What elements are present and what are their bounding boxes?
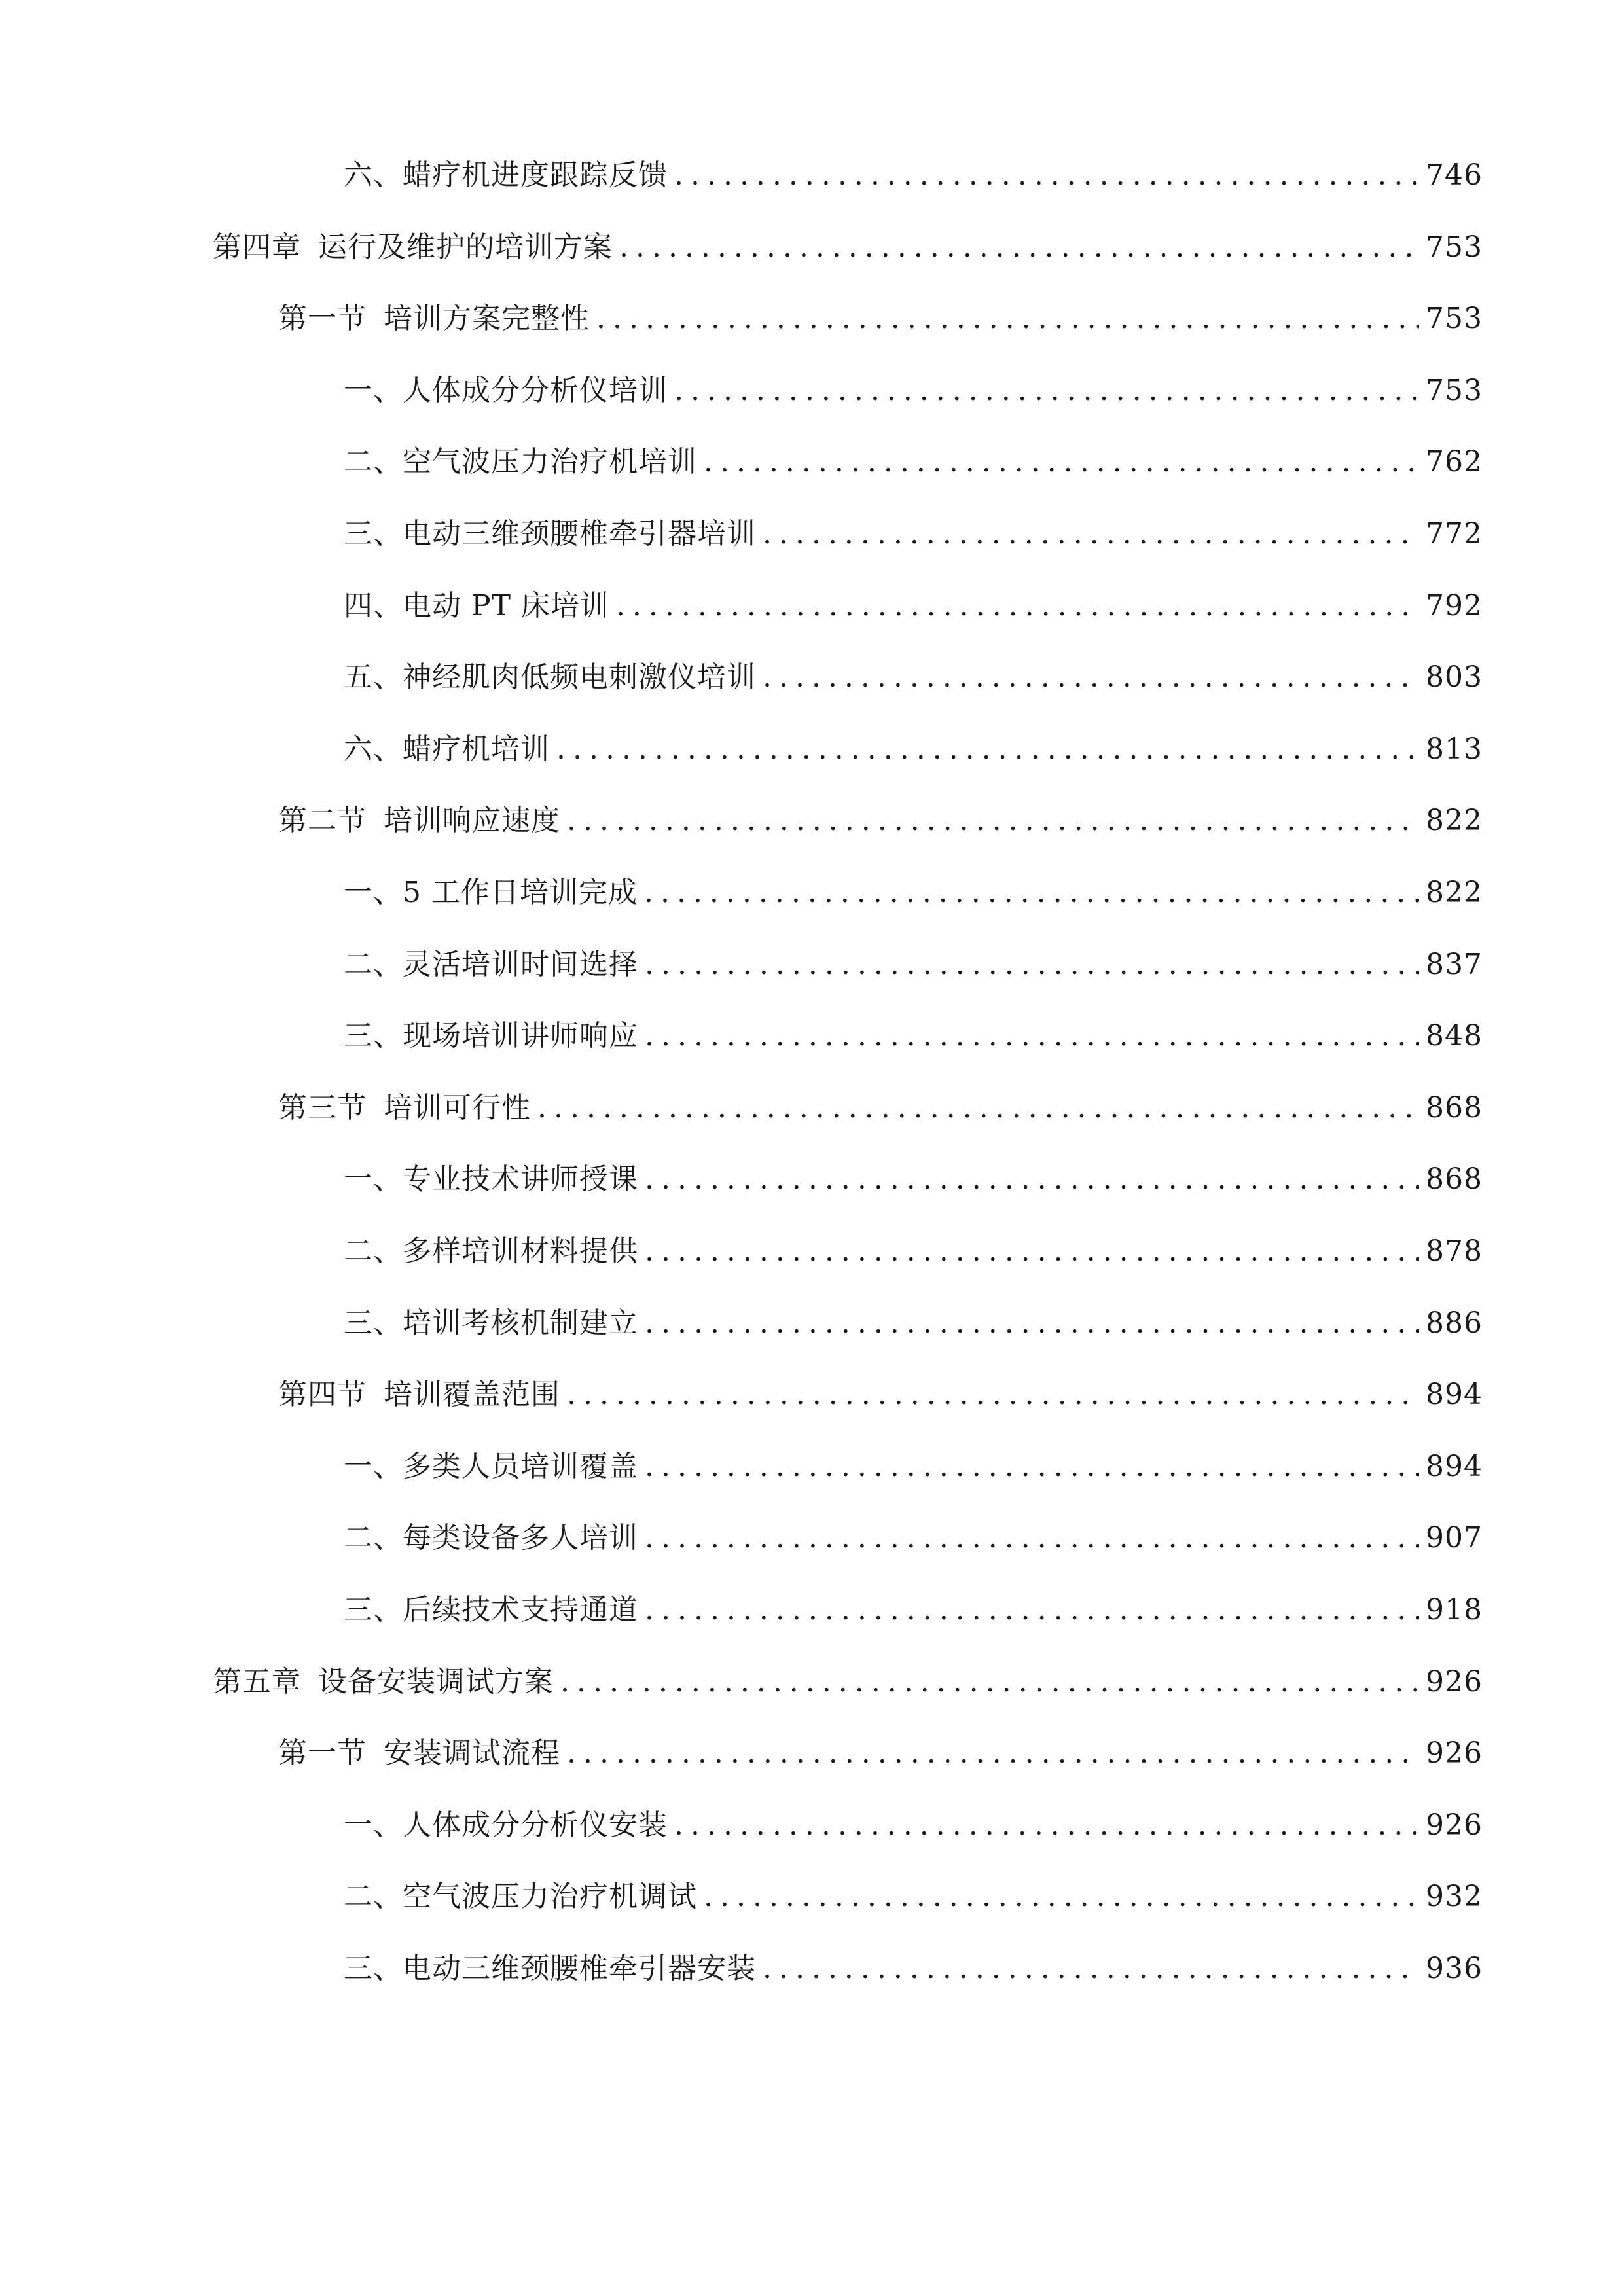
toc-page-number: 822 [1426,804,1483,837]
toc-entry-number: 第一节 [278,302,367,335]
toc-entry-title: 后续技术支持通道 [403,1593,638,1626]
toc-entry[interactable] [344,1500,1483,1554]
toc-entry[interactable] [344,137,1483,192]
toc-page-number: 753 [1426,374,1483,407]
toc-dot-leader [556,735,1419,764]
toc-page-number: 803 [1426,660,1483,694]
toc-dot-leader [567,1380,1419,1409]
toc-entry-number: 一、 [344,1450,403,1483]
toc-entry[interactable] [344,639,1483,694]
toc-entry[interactable] [344,1429,1483,1483]
toc-dot-leader [674,376,1419,405]
toc-entry-number: 第四章 [213,230,301,264]
toc-dot-leader [704,448,1419,476]
toc-entry-number: 一、 [344,1162,403,1196]
toc-entry-title: 每类设备多人培训 [403,1521,638,1554]
toc-entry-title: 人体成分分析仪安装 [403,1808,668,1842]
toc-entry[interactable] [344,1787,1483,1842]
toc-entry[interactable] [344,1285,1483,1340]
toc-entry[interactable] [344,998,1483,1052]
toc-dot-leader [645,950,1419,979]
toc-dot-leader [644,878,1419,907]
toc-entry-number: 二、 [344,1521,403,1554]
toc-dot-leader [537,1094,1419,1122]
toc-entry-title: 培训考核机制建立 [403,1306,638,1340]
toc-entry[interactable] [278,783,1483,837]
toc-dot-leader [645,1524,1419,1552]
toc-entry[interactable] [278,281,1483,335]
toc-page-number: 926 [1426,1808,1483,1842]
toc-page-number: 753 [1426,230,1483,264]
toc-entry[interactable] [213,1644,1483,1698]
toc-entry-title: 神经肌肉低频电刺激仪培训 [403,660,756,694]
toc-entry-title: 空气波压力治疗机培训 [403,445,697,478]
toc-page-number: 813 [1426,732,1483,766]
toc-entry[interactable] [344,496,1483,550]
toc-dot-leader [645,1452,1419,1481]
toc-entry-title: 培训覆盖范围 [384,1378,560,1411]
toc-entry-number: 第一节 [278,1736,367,1770]
toc-entry-title: 人体成分分析仪培训 [403,374,668,407]
toc-page-number: 822 [1426,876,1483,909]
toc-entry-number: 三、 [344,1306,403,1340]
toc-entry-title: 设备安装调试方案 [318,1665,554,1698]
toc-entry-title: 灵活培训时间选择 [403,948,638,981]
toc-page-number: 926 [1426,1736,1483,1770]
toc-entry-title: 电动 PT 床培训 [403,589,609,622]
toc-entry[interactable] [344,424,1483,478]
toc-entry[interactable] [344,927,1483,981]
toc-entry-number: 五、 [344,660,403,694]
toc-page-number: 926 [1426,1665,1483,1698]
toc-entry-number: 二、 [344,1880,403,1913]
toc-entry-number: 第五章 [213,1665,301,1698]
toc-dot-leader [674,161,1419,190]
toc-entry-number: 二、 [344,1234,403,1268]
toc-dot-leader [763,1954,1419,1983]
toc-entry-number: 六、 [344,158,403,192]
toc-page-number: 907 [1426,1521,1483,1554]
toc-entry-title: 空气波压力治疗机调试 [403,1880,697,1913]
toc-dot-leader [567,806,1419,835]
toc-entry[interactable] [344,1859,1483,1913]
toc-dot-leader [763,663,1419,692]
toc-entry-number: 第四节 [278,1378,367,1411]
toc-entry[interactable] [278,1070,1483,1124]
toc-entry-number: 二、 [344,948,403,981]
toc-dot-leader [645,1022,1419,1050]
toc-page-number: 878 [1426,1234,1483,1268]
toc-entry-number: 三、 [344,1019,403,1052]
toc-page-number: 894 [1426,1378,1483,1411]
toc-entry-title: 电动三维颈腰椎牵引器培训 [403,517,756,550]
toc-dot-leader [567,1739,1419,1768]
toc-entry-number: 一、 [344,876,403,909]
toc-page-number: 886 [1426,1306,1483,1340]
toc-page-number: 848 [1426,1019,1483,1052]
toc-entry-title: 培训方案完整性 [384,302,590,335]
toc-dot-leader [616,592,1419,620]
toc-dot-leader [560,1668,1419,1696]
toc-entry-title: 培训可行性 [384,1091,531,1124]
toc-dot-leader [704,1882,1419,1911]
toc-dot-leader [619,233,1419,262]
toc-entry-title: 蜡疗机进度跟踪反馈 [403,158,668,192]
toc-page-number: 894 [1426,1450,1483,1483]
toc-entry-title: 多样培训材料提供 [403,1234,638,1268]
toc-entry-number: 六、 [344,732,403,766]
toc-dot-leader [645,1309,1419,1338]
toc-entry[interactable] [344,1572,1483,1626]
toc-entry[interactable] [344,711,1483,766]
toc-dot-leader [674,1811,1419,1840]
toc-entry[interactable] [344,1213,1483,1268]
toc-entry[interactable] [344,353,1483,407]
toc-page-number: 932 [1426,1880,1483,1913]
toc-dot-leader [596,304,1419,333]
toc-entry-number: 第三节 [278,1091,367,1124]
toc-page-number: 837 [1426,948,1483,981]
toc-entry[interactable] [344,1931,1483,1985]
toc-entry-number: 二、 [344,445,403,478]
toc-entry-number: 一、 [344,1808,403,1842]
toc-page-number: 746 [1426,158,1483,192]
toc-page-number: 753 [1426,302,1483,335]
toc-entry[interactable] [213,209,1483,264]
toc-entry-title: 运行及维护的培训方案 [318,230,613,264]
toc-entry[interactable] [278,1357,1483,1411]
toc-entry[interactable] [344,855,1483,909]
toc-entry-number: 三、 [344,1593,403,1626]
toc-page-number: 792 [1426,589,1483,622]
toc-page-number: 762 [1426,445,1483,478]
toc-entry-title: 多类人员培训覆盖 [403,1450,638,1483]
toc-entry-title: 安装调试流程 [384,1736,560,1770]
toc-dot-leader [763,520,1419,548]
toc-entry-title: 现场培训讲师响应 [403,1019,638,1052]
toc-page-number: 936 [1426,1952,1483,1985]
toc-page-number: 772 [1426,517,1483,550]
toc-page-number: 918 [1426,1593,1483,1626]
toc-entry-number: 三、 [344,517,403,550]
toc-entry[interactable] [344,1141,1483,1196]
toc-page-number: 868 [1426,1162,1483,1196]
toc-dot-leader [645,1165,1419,1194]
toc-entry[interactable] [344,568,1483,622]
toc-entry[interactable] [278,1715,1483,1770]
toc-entry-number: 第二节 [278,804,367,837]
toc-entry-title: 专业技术讲师授课 [403,1162,638,1196]
toc-entry-number: 一、 [344,374,403,407]
toc-entry-title: 电动三维颈腰椎牵引器安装 [403,1952,756,1985]
toc-entry-title: 蜡疗机培训 [403,732,550,766]
toc-entry-number: 四、 [344,589,403,622]
toc-entry-title: 5 工作日培训完成 [403,876,638,909]
toc-entry-title: 培训响应速度 [384,804,560,837]
toc-page-number: 868 [1426,1091,1483,1124]
toc-dot-leader [645,1237,1419,1266]
toc-entry-number: 三、 [344,1952,403,1985]
toc-dot-leader [645,1596,1419,1624]
